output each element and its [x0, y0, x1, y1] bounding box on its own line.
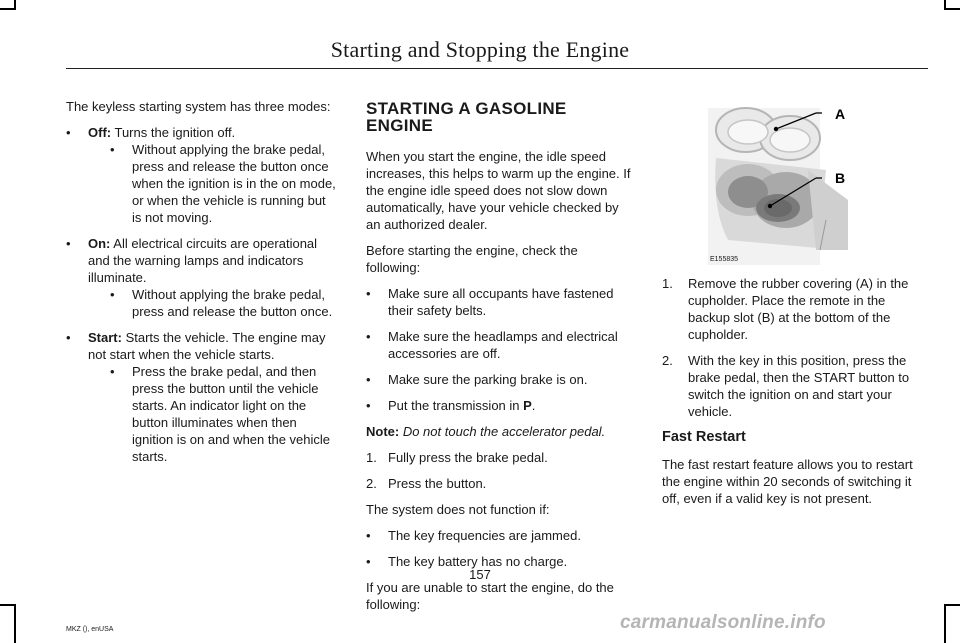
mode-sublist: [88, 286, 338, 320]
middle-column: [366, 100, 632, 622]
unable-paragraph: If you are unable to start the engine, do the following:: [366, 580, 614, 612]
bullet: •: [110, 287, 115, 302]
sub-item: [110, 286, 338, 320]
mode-text: Starts the vehicle. The engine may not start when the vehicle starts.: [88, 330, 326, 362]
left-column: [66, 98, 338, 474]
bullet: •: [66, 125, 71, 140]
bullet: •: [110, 142, 115, 157]
mode-item-start: [66, 329, 338, 465]
bullet: •: [366, 398, 371, 413]
sub-item-text: Without applying the brake pedal, press and release the button once.: [132, 287, 333, 319]
watermark: carmanualsonline.info: [620, 612, 826, 633]
fast-restart-paragraph: The fast restart feature allows you to restart the engine within 20 seconds of switching it off, even if a valid key is not present.: [662, 457, 913, 506]
bullet: •: [366, 554, 371, 569]
step-item: [366, 449, 632, 466]
check-text: Make sure all occupants have fastened their safety belts.: [388, 286, 614, 318]
mode-list: [66, 124, 338, 465]
check-list: [366, 285, 632, 414]
footer-model: MKZ (), enUSA: [66, 626, 114, 633]
idle-speed-paragraph: When you start the engine, the idle speed increases, this helps to warm up the engine. If the engine idle speed does not slow down automatically, have your vehicle checked by an authorized dealer.: [366, 149, 631, 232]
check-intro: Before starting the engine, check the following:: [366, 243, 578, 275]
bullet: •: [366, 286, 371, 301]
step-text: Press the button.: [388, 476, 487, 491]
right-column: [662, 275, 930, 516]
crop-mark: [944, 8, 960, 10]
step-number: 1.: [662, 276, 673, 291]
fail-text: The key frequencies are jammed.: [388, 528, 581, 543]
mode-item-on: [66, 235, 338, 320]
note-label: Note:: [366, 424, 400, 439]
step-text: Fully press the brake pedal.: [388, 450, 548, 465]
figure-code: E155835: [710, 256, 739, 263]
step-text: With the key in this position, press the brake pedal, then the START button to switch the ignition on and start your vehicle.: [688, 353, 910, 419]
intro-paragraph: The keyless starting system has three modes:: [66, 99, 331, 114]
punctuation: .: [531, 398, 536, 413]
fail-intro: The system does not function if:: [366, 502, 550, 517]
mode-term: On:: [88, 236, 111, 251]
step-item: [662, 275, 930, 343]
note-text: Do not touch the accelerator pedal.: [399, 424, 606, 439]
step-number: 1.: [366, 450, 377, 465]
step-item: [662, 352, 930, 420]
callout-label-b: B: [835, 170, 846, 186]
crop-mark: [944, 604, 946, 643]
fail-item: [366, 527, 632, 544]
check-text: Make sure the parking brake is on.: [388, 372, 588, 387]
crop-mark: [944, 0, 946, 10]
sub-item: [110, 141, 338, 226]
bullet: •: [366, 372, 371, 387]
bullet: •: [366, 329, 371, 344]
check-item: [366, 397, 632, 414]
check-item: [366, 371, 632, 388]
fail-list: [366, 527, 632, 570]
mode-term: Off:: [88, 125, 112, 140]
sub-item-text: Without applying the brake pedal, press and release the button once when the ignition is in the on mode, or when the vehicle is running but is not moving.: [132, 142, 336, 225]
cupholder-illustration: [708, 100, 928, 265]
check-item: [366, 328, 632, 362]
fail-text: The key battery has no charge.: [388, 554, 568, 569]
bullet: •: [110, 364, 115, 379]
page-title: Starting and Stopping the Engine: [330, 37, 630, 62]
crop-mark: [944, 604, 960, 606]
sub-item-text: Press the brake pedal, and then press the button until the vehicle starts. An indicator light on the button illuminates when then ignition is on and when the vehicle starts.: [132, 364, 331, 464]
mode-item-off: [66, 124, 338, 226]
step-number: 2.: [366, 476, 377, 491]
bullet: •: [366, 528, 371, 543]
crop-mark: [14, 604, 16, 643]
sub-item: [110, 363, 338, 465]
gear-letter: P: [523, 398, 532, 413]
mode-sublist: [88, 363, 338, 465]
mode-term: Start:: [88, 330, 122, 345]
step-text: Remove the rubber covering (A) in the cupholder. Place the remote in the backup slot (B) at the bottom of the cupholder.: [688, 276, 909, 342]
backup-steps: [662, 275, 930, 420]
step-item: [366, 475, 632, 492]
header-rule: [66, 68, 928, 69]
crop-mark: [14, 0, 16, 10]
check-text: Put the transmission in: [388, 398, 524, 413]
mode-text: All electrical circuits are operational and the warning lamps and indicators illuminate.: [88, 236, 318, 285]
check-item: [366, 285, 632, 319]
section-heading: STARTING A GASOLINE ENGINE: [366, 99, 567, 135]
start-steps: [366, 449, 632, 492]
bullet: •: [66, 330, 71, 345]
step-number: 2.: [662, 353, 673, 368]
note: [366, 423, 632, 440]
mode-text: Turns the ignition off.: [111, 125, 236, 140]
check-text: Make sure the headlamps and electrical accessories are off.: [388, 329, 618, 361]
mode-sublist: [88, 141, 338, 226]
bullet: •: [66, 236, 71, 251]
callout-label-a: A: [835, 106, 846, 122]
page-number: 157: [469, 567, 491, 582]
subheading-fast-restart: Fast Restart: [662, 429, 746, 445]
